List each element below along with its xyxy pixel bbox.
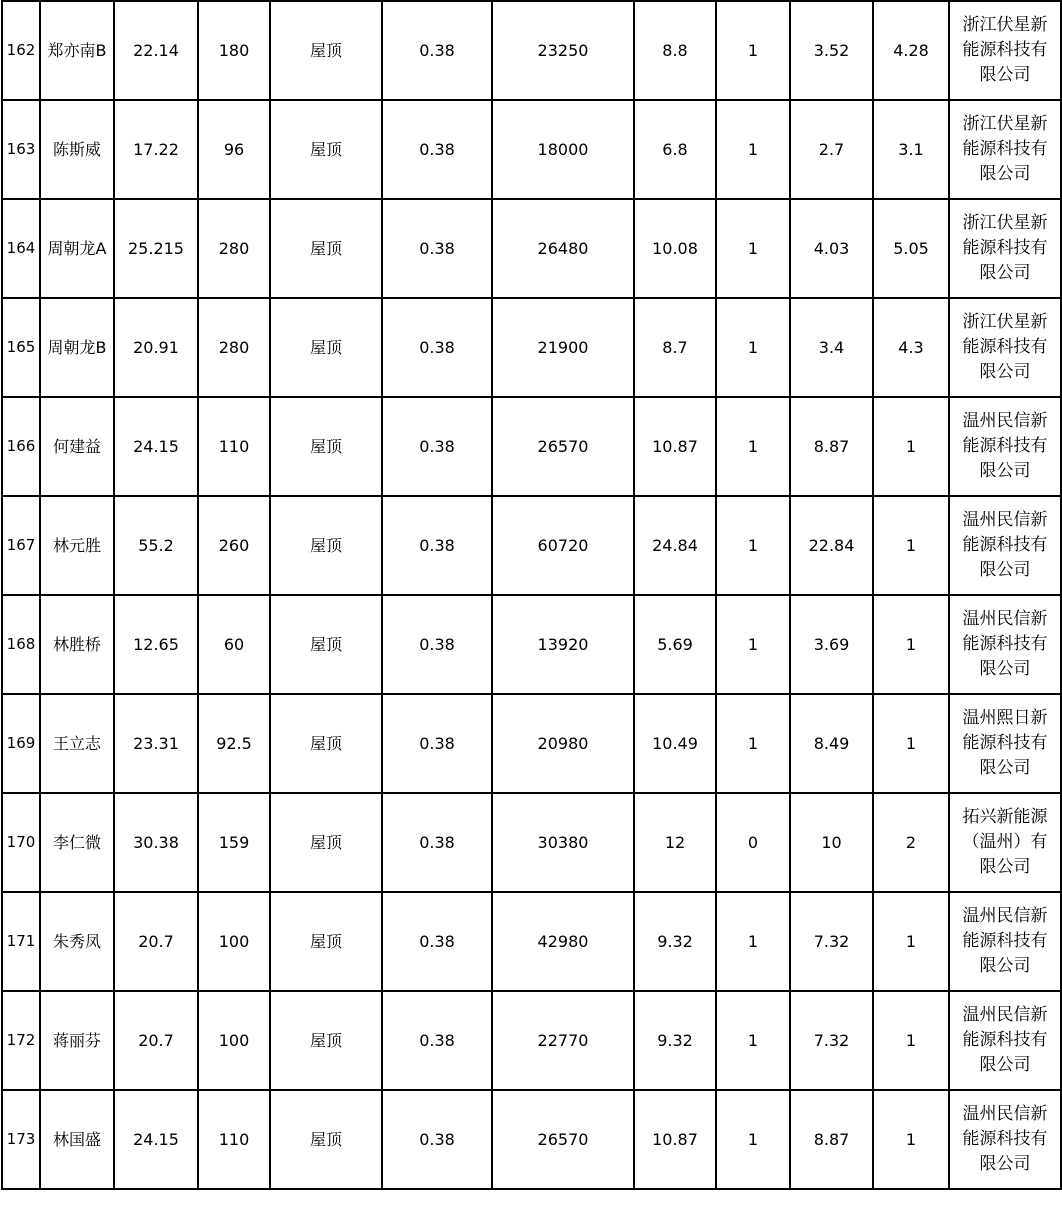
table-row [2,991,1061,1090]
col-5-cell: 0.38 [382,397,492,496]
col-8-cell: 1 [716,397,790,496]
col-5-cell: 0.38 [382,991,492,1090]
col-4-cell: 屋顶 [270,199,382,298]
name-cell: 朱秀凤 [40,892,114,991]
row-number-cell: 165 [2,298,40,397]
col-8-cell: 1 [716,100,790,199]
col-6-cell: 20980 [492,694,634,793]
col-9-cell: 3.4 [790,298,873,397]
name-cell: 周朝龙B [40,298,114,397]
col-9-cell: 7.32 [790,991,873,1090]
col-5-cell: 0.38 [382,793,492,892]
col-2-cell: 22.14 [114,1,198,100]
col-7-cell: 8.8 [634,1,716,100]
row-number-cell: 162 [2,1,40,100]
col-10-cell: 1 [873,1090,949,1189]
col-7-cell: 10.87 [634,1090,716,1189]
col-4-cell: 屋顶 [270,694,382,793]
table-row [2,1,1061,100]
col-2-cell: 24.15 [114,1090,198,1189]
col-9-cell: 3.52 [790,1,873,100]
table-row [2,595,1061,694]
company-cell: 温州民信新能源科技有限公司 [949,595,1061,694]
col-10-cell: 4.28 [873,1,949,100]
col-6-cell: 26570 [492,397,634,496]
col-8-cell: 1 [716,595,790,694]
col-9-cell: 22.84 [790,496,873,595]
col-4-cell: 屋顶 [270,100,382,199]
col-5-cell: 0.38 [382,892,492,991]
col-3-cell: 280 [198,199,270,298]
col-4-cell: 屋顶 [270,1,382,100]
col-3-cell: 280 [198,298,270,397]
name-cell: 郑亦南B [40,1,114,100]
row-number-cell: 166 [2,397,40,496]
name-cell: 林元胜 [40,496,114,595]
col-10-cell: 1 [873,991,949,1090]
col-6-cell: 21900 [492,298,634,397]
table-row [2,1090,1061,1189]
col-7-cell: 10.87 [634,397,716,496]
col-3-cell: 110 [198,1090,270,1189]
col-10-cell: 1 [873,397,949,496]
col-8-cell: 1 [716,496,790,595]
name-cell: 王立志 [40,694,114,793]
col-4-cell: 屋顶 [270,496,382,595]
name-cell: 周朝龙A [40,199,114,298]
col-2-cell: 20.7 [114,892,198,991]
col-3-cell: 260 [198,496,270,595]
table-row [2,199,1061,298]
row-number-cell: 171 [2,892,40,991]
col-7-cell: 8.7 [634,298,716,397]
col-7-cell: 9.32 [634,991,716,1090]
name-cell: 李仁微 [40,793,114,892]
col-10-cell: 5.05 [873,199,949,298]
col-5-cell: 0.38 [382,100,492,199]
company-cell: 拓兴新能源（温州）有限公司 [949,793,1061,892]
table-row [2,793,1061,892]
col-4-cell: 屋顶 [270,595,382,694]
col-5-cell: 0.38 [382,694,492,793]
col-3-cell: 159 [198,793,270,892]
col-10-cell: 1 [873,694,949,793]
col-8-cell: 1 [716,694,790,793]
col-8-cell: 0 [716,793,790,892]
col-8-cell: 1 [716,1,790,100]
company-cell: 温州民信新能源科技有限公司 [949,397,1061,496]
col-10-cell: 1 [873,892,949,991]
col-9-cell: 3.69 [790,595,873,694]
company-cell: 浙江伏星新能源科技有限公司 [949,298,1061,397]
row-number-cell: 167 [2,496,40,595]
table-row [2,892,1061,991]
company-cell: 温州民信新能源科技有限公司 [949,991,1061,1090]
col-4-cell: 屋顶 [270,793,382,892]
col-6-cell: 60720 [492,496,634,595]
col-6-cell: 13920 [492,595,634,694]
company-cell: 浙江伏星新能源科技有限公司 [949,100,1061,199]
col-2-cell: 12.65 [114,595,198,694]
col-3-cell: 96 [198,100,270,199]
name-cell: 蒋丽芬 [40,991,114,1090]
company-cell: 温州民信新能源科技有限公司 [949,1090,1061,1189]
table-body [2,1,1061,1189]
col-2-cell: 17.22 [114,100,198,199]
company-cell: 浙江伏星新能源科技有限公司 [949,199,1061,298]
col-6-cell: 26570 [492,1090,634,1189]
col-4-cell: 屋顶 [270,892,382,991]
row-number-cell: 170 [2,793,40,892]
col-4-cell: 屋顶 [270,991,382,1090]
col-8-cell: 1 [716,199,790,298]
col-4-cell: 屋顶 [270,298,382,397]
col-10-cell: 2 [873,793,949,892]
col-3-cell: 100 [198,892,270,991]
col-10-cell: 4.3 [873,298,949,397]
name-cell: 陈斯威 [40,100,114,199]
table-row [2,694,1061,793]
table-row [2,397,1061,496]
col-8-cell: 1 [716,892,790,991]
col-3-cell: 180 [198,1,270,100]
col-9-cell: 8.49 [790,694,873,793]
col-7-cell: 10.08 [634,199,716,298]
data-table [1,0,1062,1190]
col-3-cell: 100 [198,991,270,1090]
col-6-cell: 42980 [492,892,634,991]
name-cell: 何建益 [40,397,114,496]
col-2-cell: 24.15 [114,397,198,496]
col-4-cell: 屋顶 [270,397,382,496]
table-row [2,496,1061,595]
col-3-cell: 110 [198,397,270,496]
col-6-cell: 18000 [492,100,634,199]
company-cell: 温州民信新能源科技有限公司 [949,496,1061,595]
row-number-cell: 163 [2,100,40,199]
col-9-cell: 10 [790,793,873,892]
col-5-cell: 0.38 [382,1,492,100]
table-row [2,298,1061,397]
col-9-cell: 8.87 [790,397,873,496]
company-cell: 浙江伏星新能源科技有限公司 [949,1,1061,100]
row-number-cell: 169 [2,694,40,793]
name-cell: 林胜桥 [40,595,114,694]
name-cell: 林国盛 [40,1090,114,1189]
col-9-cell: 8.87 [790,1090,873,1189]
col-2-cell: 30.38 [114,793,198,892]
col-5-cell: 0.38 [382,298,492,397]
col-7-cell: 24.84 [634,496,716,595]
col-2-cell: 55.2 [114,496,198,595]
company-cell: 温州熙日新能源科技有限公司 [949,694,1061,793]
col-6-cell: 30380 [492,793,634,892]
col-8-cell: 1 [716,991,790,1090]
col-8-cell: 1 [716,298,790,397]
col-5-cell: 0.38 [382,595,492,694]
col-6-cell: 22770 [492,991,634,1090]
col-2-cell: 20.91 [114,298,198,397]
col-2-cell: 20.7 [114,991,198,1090]
table-row [2,100,1061,199]
col-3-cell: 60 [198,595,270,694]
col-7-cell: 5.69 [634,595,716,694]
row-number-cell: 173 [2,1090,40,1189]
row-number-cell: 164 [2,199,40,298]
col-4-cell: 屋顶 [270,1090,382,1189]
row-number-cell: 172 [2,991,40,1090]
col-7-cell: 12 [634,793,716,892]
col-9-cell: 2.7 [790,100,873,199]
col-10-cell: 1 [873,595,949,694]
col-2-cell: 23.31 [114,694,198,793]
col-8-cell: 1 [716,1090,790,1189]
col-9-cell: 7.32 [790,892,873,991]
row-number-cell: 168 [2,595,40,694]
col-5-cell: 0.38 [382,1090,492,1189]
col-10-cell: 1 [873,496,949,595]
col-7-cell: 10.49 [634,694,716,793]
col-6-cell: 26480 [492,199,634,298]
col-6-cell: 23250 [492,1,634,100]
col-7-cell: 6.8 [634,100,716,199]
col-9-cell: 4.03 [790,199,873,298]
col-10-cell: 3.1 [873,100,949,199]
col-7-cell: 9.32 [634,892,716,991]
col-3-cell: 92.5 [198,694,270,793]
col-2-cell: 25.215 [114,199,198,298]
col-5-cell: 0.38 [382,199,492,298]
company-cell: 温州民信新能源科技有限公司 [949,892,1061,991]
col-5-cell: 0.38 [382,496,492,595]
